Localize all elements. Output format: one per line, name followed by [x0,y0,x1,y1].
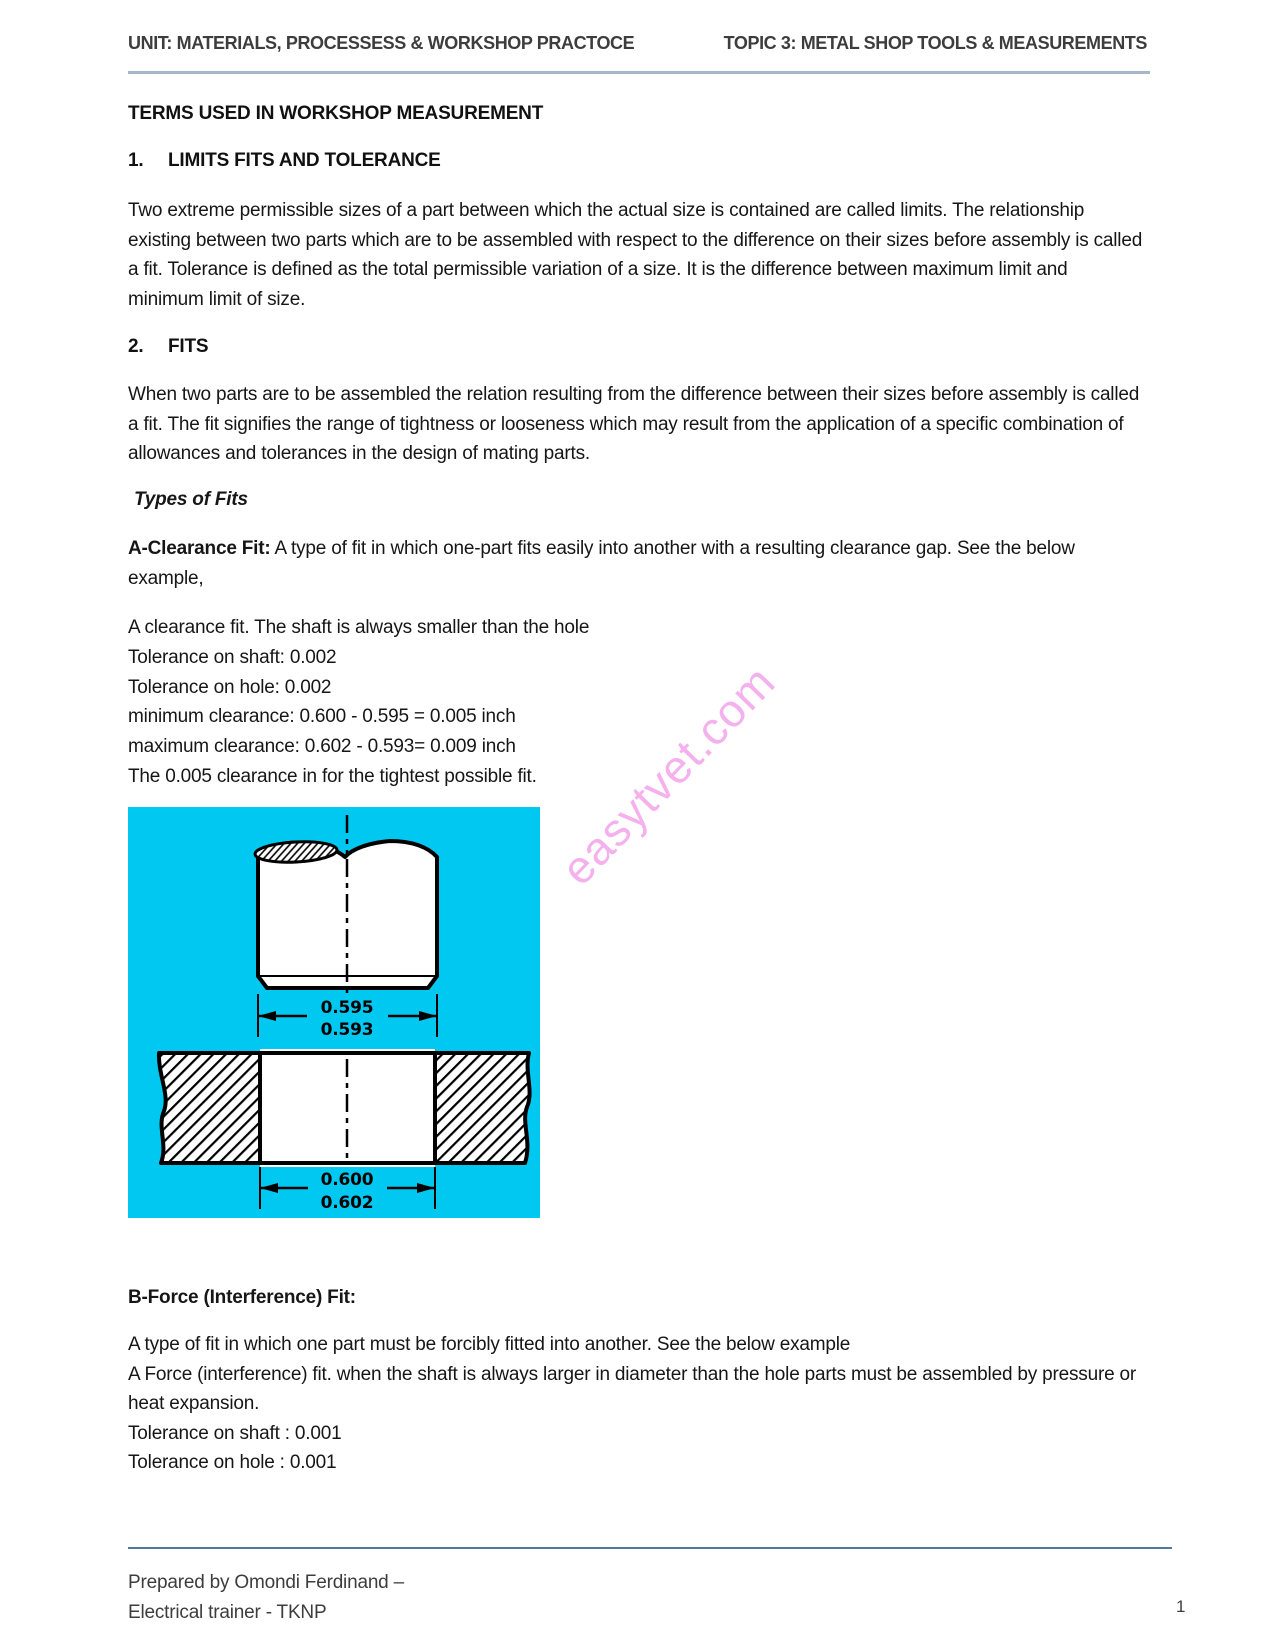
hole-dim-max: 0.602 [320,1193,374,1213]
document-title: TERMS USED IN WORKSHOP MEASUREMENT [128,103,544,124]
footer-line2: Electrical trainer - TKNP [128,1602,327,1623]
header-divider [128,71,1150,74]
clearance-fit-diagram [128,807,540,1218]
footer-prepared-by [128,1568,404,1628]
clearance-line: minimum clearance: 0.600 - 0.595 = 0.005 inch [128,706,516,728]
force-fit-heading: B-Force (Interference) Fit: [128,1287,356,1308]
force-line: A type of fit in which one part must be forcibly fitted into another. See the below example [128,1334,851,1355]
shaft-dim-min: 0.593 [320,1020,374,1040]
clearance-fit-intro: A type of fit in which one-part fits easily into another with a resulting clearance gap. See the below example, [128,538,1075,589]
page-number: 1 [1176,1597,1186,1616]
clearance-line: The 0.005 clearance in for the tightest possible fit. [128,765,537,787]
types-of-fits-heading: Types of Fits [134,489,248,510]
section2-heading [128,336,208,358]
watermark: easytvet.com [551,655,785,895]
page-header [128,33,1147,54]
section1-title: LIMITS FITS AND TOLERANCE [168,150,441,171]
footer-divider [128,1547,1172,1549]
force-fit-lines [128,1330,1147,1478]
clearance-example-lines [128,613,1147,792]
clearance-line: maximum clearance: 0.602 - 0.593= 0.009 inch [128,736,516,758]
clearance-line: A clearance fit. The shaft is always smaller than the hole [128,617,590,638]
section1-heading [128,150,441,172]
section2-number: 2. [128,336,144,357]
force-line: A Force (interference) fit. when the shaft is always larger in diameter than the hole parts must be assembled by pressure or heat expansion. [128,1363,1137,1415]
clearance-fit-figure [128,807,540,1218]
clearance-line: Tolerance on shaft: 0.002 [128,646,337,668]
force-line: Tolerance on hole : 0.001 [128,1452,337,1474]
section2-title: FITS [168,336,209,357]
header-topic-label: TOPIC 3: METAL SHOP TOOLS & MEASUREMENTS [723,33,1147,53]
header-unit-label: UNIT: MATERIALS, PROCESSESS & WORKSHOP PRACTOCE [128,33,635,53]
force-line: Tolerance on shaft : 0.001 [128,1422,342,1444]
footer-line1: Prepared by Omondi Ferdinand – [128,1572,404,1593]
section2-paragraph: When two parts are to be assembled the relation resulting from the difference between their sizes before assembly is called a fit. The fit signifies the range of tightness or looseness which may result from the application of a specific combination of allowances and tolerances in the design of mating parts. [128,384,1140,465]
clearance-fit-paragraph [128,534,1147,593]
section1-number: 1. [128,150,144,171]
clearance-fit-label: A-Clearance Fit: [128,538,271,559]
hole-dim-min: 0.600 [320,1170,374,1190]
section1-paragraph: Two extreme permissible sizes of a part between which the actual size is contained are called limits. The relationship existing between two parts which are to be assembled with respect to the difference on their sizes before assembly is called a fit. Tolerance is defined as the total permissible variation of a size. It is the difference between maximum limit and minimum limit of size. [128,200,1143,310]
clearance-line: Tolerance on hole: 0.002 [128,676,332,698]
shaft-dim-max: 0.595 [320,998,374,1018]
